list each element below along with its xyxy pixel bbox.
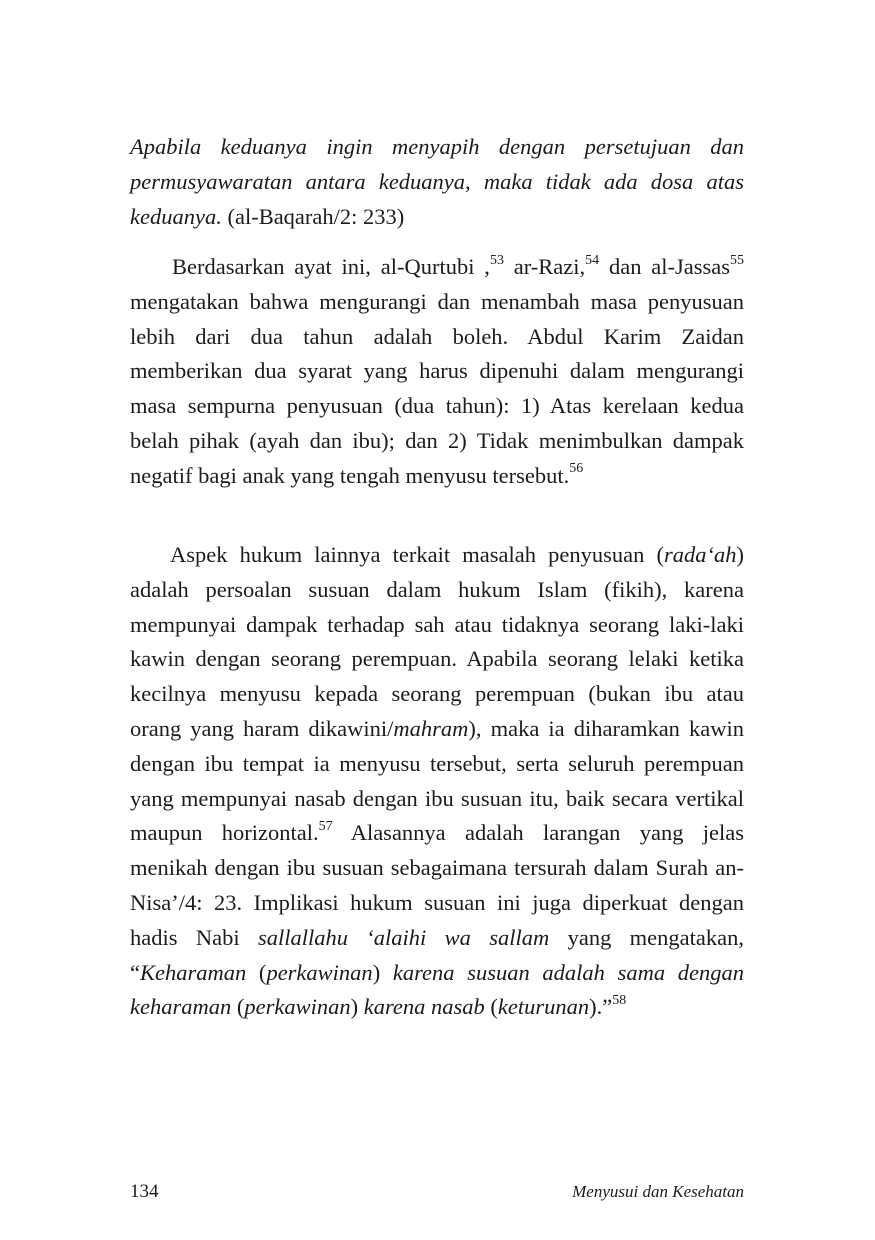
paragraph-2: [130, 538, 744, 1025]
footnote-ref-56: 56: [569, 461, 584, 477]
footnote-ref-54: 54: [585, 252, 600, 268]
footnote-ref-55: 55: [730, 252, 744, 268]
paragraph-1: [130, 250, 744, 494]
paragraph-text: ): [350, 994, 364, 1020]
paragraph-text: dan al-Jassas: [599, 254, 730, 279]
paragraph-text: (: [231, 994, 245, 1020]
italic-term: keturunan: [497, 994, 590, 1020]
quote-italic-text: Apabila keduanya ingin menyapih dengan persetujuan dan permusyawaratan antara keduanya, maka tidak ada dosa atas keduanya.: [130, 134, 744, 229]
italic-term: Keharaman: [140, 959, 247, 985]
italic-term: rada‘ah: [664, 542, 737, 567]
footnote-ref-57: 57: [318, 818, 333, 834]
italic-term: sallallahu ‘alaihi wa sallam: [257, 924, 550, 950]
paragraph-text: ): [372, 959, 393, 985]
paragraph-text: mengatakan bahwa mengurangi dan menambah masa penyusuan lebih dari dua tahun adalah boleh. Abdul Karim Zaidan memberikan dua syarat yang harus dipenuhi dalam mengurangi masa sempurna penyusuan (dua tahun): 1) Atas kerelaan kedua belah pihak (ayah dan ibu); dan 2) Tidak menimbulkan dampak negatif bagi anak yang tengah menyusu tersebut.: [130, 288, 744, 488]
running-footer-title: Menyusui dan Kesehatan: [572, 1182, 744, 1201]
paragraph-text: yang mengatakan, “: [130, 924, 745, 985]
italic-term: karena nasab: [363, 994, 485, 1020]
page-number: 134: [130, 1181, 159, 1202]
quran-translation-quote: [130, 130, 744, 234]
paragraph-text: ).”: [589, 994, 613, 1020]
paragraph-text: ar-Razi,: [503, 254, 586, 279]
paragraph-text: (: [484, 994, 498, 1020]
paragraph-text: ), maka ia diharamkan kawin dengan ibu tempat ia menyusu tersebut, serta seluruh perempuan yang mempunyai nasab dengan ibu susuan itu, baik secara vertikal maupun horizontal.: [130, 715, 744, 846]
quote-citation: (al-Baqarah/2: 233): [221, 203, 405, 229]
footnote-ref-53: 53: [489, 252, 504, 268]
paragraph-text: Aspek hukum lainnya terkait masalah penyusuan (: [170, 542, 664, 567]
footnote-ref-58: 58: [612, 992, 627, 1008]
paragraph-text: Alasannya adalah larangan yang jelas menikah dengan ibu susuan sebagaimana tersurah dalam Surah an-Nisa’/4: 23. Implikasi hukum susuan ini juga diperkuat dengan hadis Nabi: [130, 820, 744, 950]
italic-term: perkawinan: [244, 994, 351, 1020]
paragraph-text: ) adalah persoalan susuan dalam hukum Islam (fikih), karena mempunyai dampak terhadap sah atau tidaknya seorang laki-laki kawin dengan seorang perempuan. Apabila seorang lelaki ketika kecilnya menyusu kepada seorang perempuan (bukan ibu atau orang yang haram dikawini/: [130, 542, 744, 741]
italic-term: karena susuan adalah sama dengan keharaman: [130, 959, 745, 1020]
italic-term: mahram: [393, 715, 469, 741]
italic-term: perkawinan: [266, 959, 373, 985]
paragraph-text: Berdasarkan ayat ini, al-Qurtubi ,: [172, 254, 490, 279]
paragraph-text: (: [246, 959, 267, 985]
